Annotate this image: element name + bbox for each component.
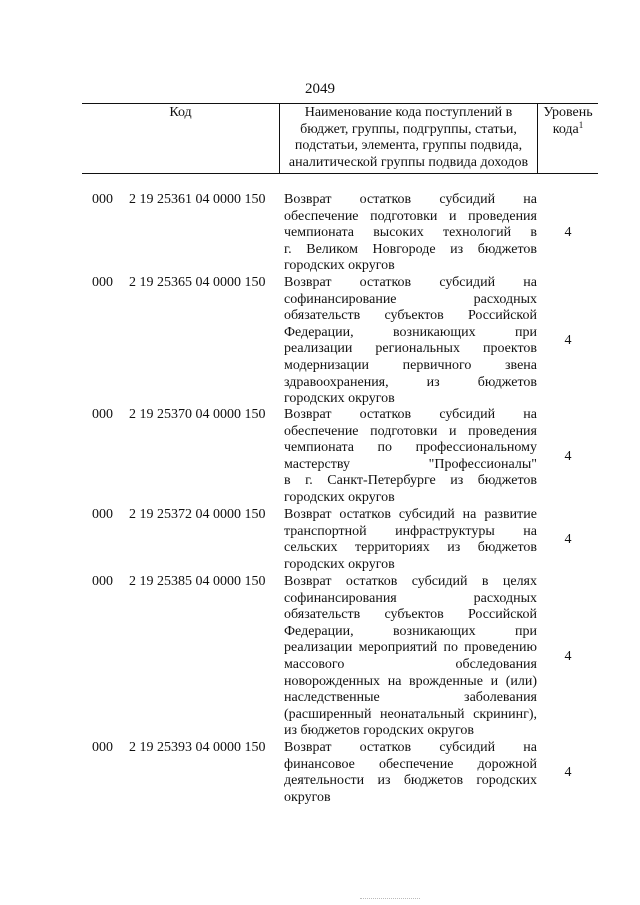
revenue-name-line: сельских территориях из бюджетов — [284, 540, 537, 556]
revenue-name-line: из бюджетов городских округов — [284, 723, 475, 739]
revenue-name-line: городских округов — [284, 556, 395, 572]
level-cell: 4 — [564, 333, 572, 349]
revenue-code-cell: 2 19 25365 04 0000 150 — [129, 275, 266, 290]
admin-code-cell: 000 — [92, 407, 113, 422]
revenue-name-cell — [284, 192, 537, 275]
revenue-name-line: финансовое обеспечение дорожной — [284, 756, 537, 772]
revenue-name-line: в г. Санкт-Петербурге из бюджетов — [284, 473, 537, 489]
table-row — [82, 574, 598, 740]
admin-code-cell: 000 — [92, 275, 113, 290]
header-name-line: аналитической группы подвида доходов — [288, 154, 529, 170]
revenue-code-cell: 2 19 25361 04 0000 150 — [129, 192, 266, 207]
revenue-name-line: массового обследования — [284, 656, 537, 672]
table-row — [82, 275, 598, 408]
revenue-name-line: обеспечение подготовки и проведения — [284, 208, 537, 224]
revenue-name-line: обязательств субъектов Российской — [284, 607, 537, 623]
revenue-name-line: городских округов — [284, 489, 395, 505]
admin-code-cell: 000 — [92, 740, 113, 755]
revenue-name-line: здравоохранения, из бюджетов — [284, 374, 537, 390]
table-header — [82, 103, 598, 174]
table-row — [82, 407, 598, 507]
revenue-name-line: Федерации, возникающих при — [284, 324, 537, 340]
level-cell: 4 — [564, 764, 572, 780]
footnote-marker: 1 — [578, 119, 584, 130]
level-cell: 4 — [564, 648, 572, 664]
revenue-name-cell — [284, 407, 537, 507]
scan-artifact — [360, 898, 420, 901]
revenue-name-line: Возврат остатков субсидий на — [284, 192, 537, 207]
admin-code-cell: 000 — [92, 574, 113, 589]
revenue-name-line: софинансирования расходных — [284, 590, 537, 606]
header-level-line — [538, 119, 598, 139]
table-row — [82, 740, 598, 806]
admin-code-cell: 000 — [92, 192, 113, 207]
revenue-code-cell: 2 19 25370 04 0000 150 — [129, 407, 266, 422]
revenue-name-line: реализации мероприятий по проведению — [284, 640, 537, 656]
revenue-name-line: г. Великом Новгороде из бюджетов — [284, 241, 537, 257]
revenue-name-line: Возврат остатков субсидий на — [284, 275, 537, 290]
header-name-column — [280, 104, 538, 173]
revenue-name-line: Возврат остатков субсидий на — [284, 740, 537, 755]
revenue-name-line: обязательств субъектов Российской — [284, 308, 537, 324]
level-cell: 4 — [564, 225, 572, 241]
header-level-column — [538, 104, 598, 173]
revenue-name-line: деятельности из бюджетов городских — [284, 773, 537, 789]
revenue-name-line: городских округов — [284, 391, 395, 407]
revenue-name-cell — [284, 740, 537, 806]
revenue-name-line: Возврат остатков субсидий на — [284, 407, 537, 422]
revenue-code-cell: 2 19 25372 04 0000 150 — [129, 507, 266, 522]
revenue-name-line: Федерации, возникающих при — [284, 623, 537, 639]
header-code-label: Код — [169, 105, 192, 120]
revenue-name-line: софинансирование расходных — [284, 291, 537, 307]
revenue-name-line: чемпионата высоких технологий в — [284, 225, 537, 241]
header-level-word: кода — [552, 121, 579, 137]
revenue-name-line: чемпионата по профессиональному — [284, 440, 537, 456]
revenue-name-cell — [284, 574, 537, 740]
table-row — [82, 507, 598, 573]
revenue-name-line: городских округов — [284, 258, 395, 274]
header-code-column — [82, 104, 280, 173]
revenue-name-line: реализации региональных проектов — [284, 341, 537, 357]
level-cell: 4 — [564, 531, 572, 547]
revenue-name-line: Возврат остатков субсидий в целях — [284, 574, 537, 589]
level-cell: 4 — [564, 448, 572, 464]
revenue-name-line: Возврат остатков субсидий на развитие — [284, 507, 537, 522]
table-row — [82, 192, 598, 275]
revenue-name-line: наследственные заболевания — [284, 690, 537, 706]
admin-code-cell: 000 — [92, 507, 113, 522]
revenue-name-line: мастерству "Профессионалы" — [284, 456, 537, 472]
revenue-name-cell — [284, 275, 537, 408]
header-name-line: подстатьи, элемента, группы подвида, — [294, 138, 523, 153]
page-number: 2049 — [305, 81, 335, 97]
revenue-name-line: модернизации первичного звена — [284, 357, 537, 373]
header-level-line: Уровень — [543, 105, 593, 120]
revenue-name-line: транспортной инфраструктуры на — [284, 523, 537, 539]
header-name-line: Наименование кода поступлений в — [304, 105, 513, 120]
revenue-name-line: (расширенный неонатальный скрининг), — [284, 706, 537, 722]
header-name-line: бюджет, группы, подгруппы, статьи, — [300, 121, 517, 137]
revenue-name-cell — [284, 507, 537, 573]
revenue-code-cell: 2 19 25385 04 0000 150 — [129, 574, 266, 589]
revenue-name-line: новорожденных на врожденные и (или) — [284, 673, 537, 689]
revenue-code-cell: 2 19 25393 04 0000 150 — [129, 740, 266, 755]
revenue-name-line: округов — [284, 789, 331, 805]
revenue-name-line: обеспечение подготовки и проведения — [284, 423, 537, 439]
